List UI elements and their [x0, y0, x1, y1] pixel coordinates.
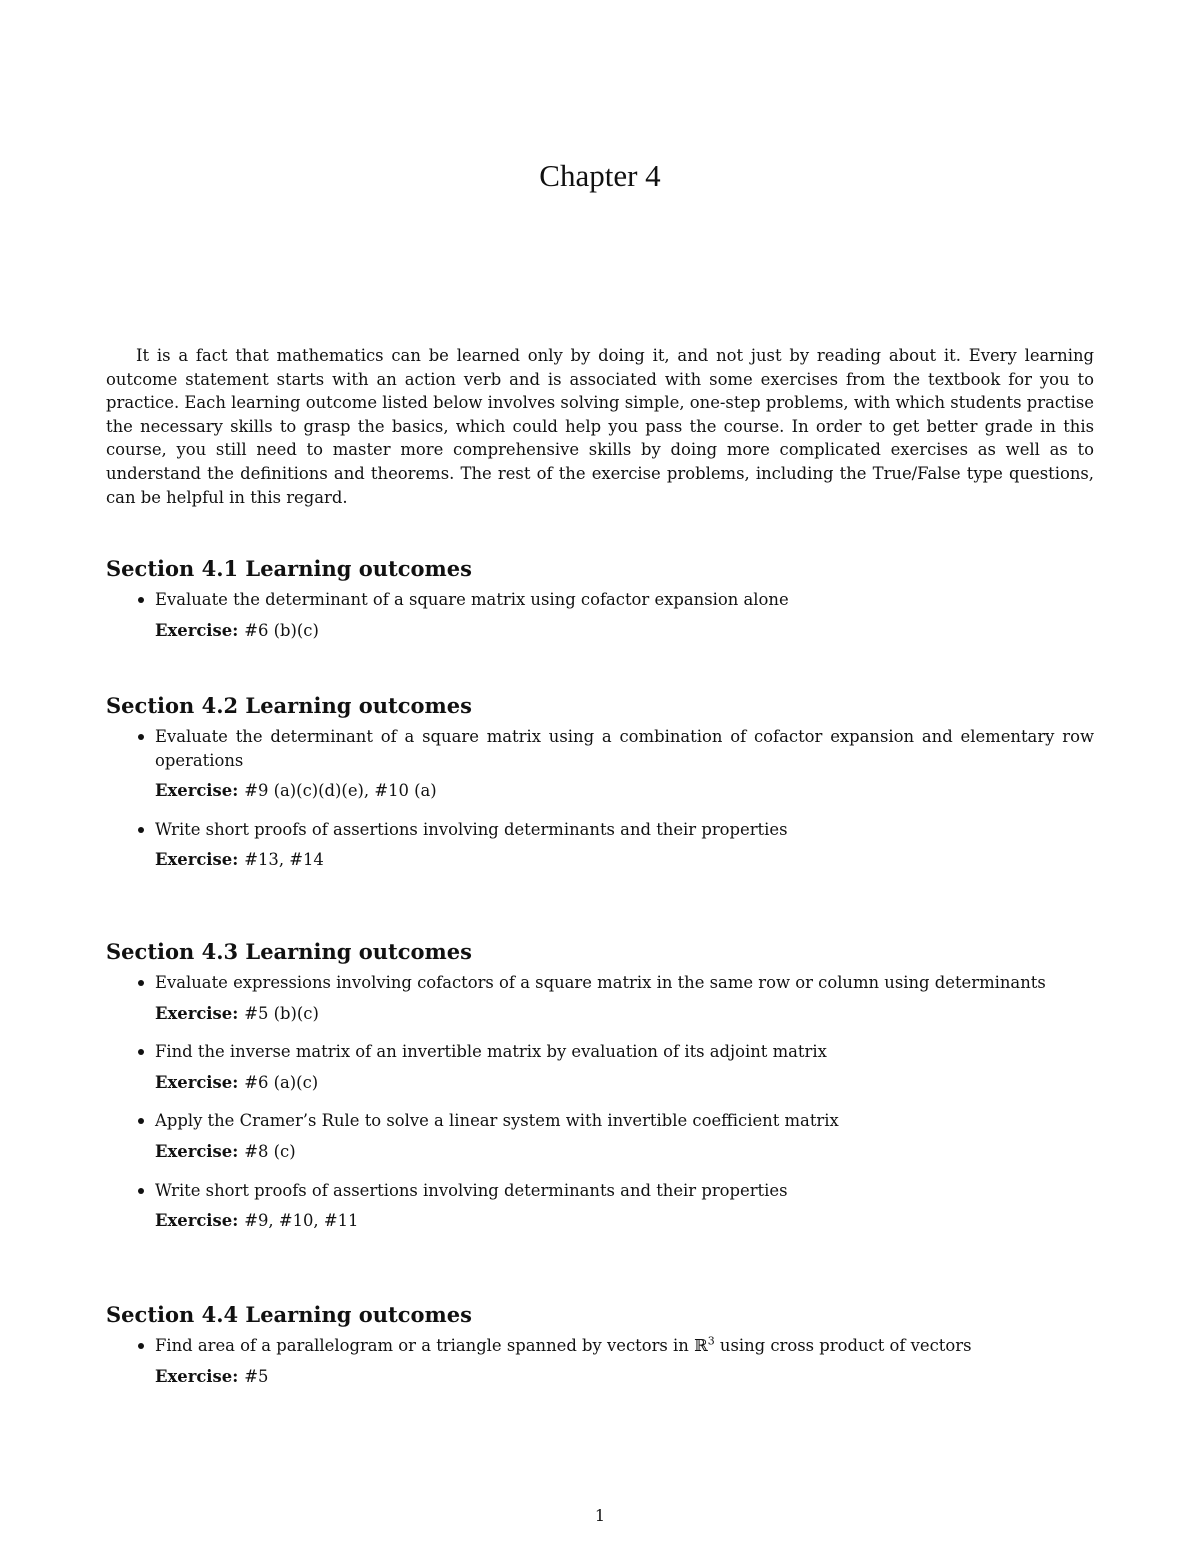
exercise-label: Exercise: — [155, 850, 239, 870]
exercise-line — [155, 1365, 1094, 1389]
list-item — [106, 1040, 1094, 1094]
list-item — [106, 971, 1094, 1025]
section-4-1 — [106, 556, 1094, 657]
bullet-icon — [138, 1118, 144, 1124]
list-item — [106, 1334, 1094, 1388]
list-item — [106, 588, 1094, 642]
bullet-icon — [138, 1343, 144, 1349]
exercise-ref: #9, #10, #11 — [244, 1211, 359, 1231]
bullet-icon — [138, 734, 144, 740]
exercise-line — [155, 1209, 1094, 1233]
section-heading: Section 4.2 Learning outcomes — [106, 693, 472, 718]
outcome-text: Write short proofs of assertions involving determinants and their properties — [155, 1180, 788, 1200]
exercise-line — [155, 1140, 1094, 1164]
list-item — [106, 725, 1094, 803]
section-4-4 — [106, 1302, 1094, 1403]
bullet-icon — [138, 827, 144, 833]
bullet-icon — [138, 980, 144, 986]
exercise-ref: #13, #14 — [244, 850, 324, 870]
exercise-ref: #5 (b)(c) — [244, 1003, 319, 1023]
outcome-text: Evaluate the determinant of a square matrix using a combination of cofactor expansion and elementary row operations — [155, 727, 1094, 770]
outcome-text-part: Find area of a parallelogram or a triangle spanned by vectors in — [155, 1336, 695, 1355]
exercise-label: Exercise: — [155, 620, 239, 640]
list-item — [106, 1109, 1094, 1163]
exercise-label: Exercise: — [155, 1141, 239, 1161]
section-heading: Section 4.3 Learning outcomes — [106, 939, 472, 964]
math-symbol-reals: ℝ — [694, 1336, 708, 1355]
outcome-list — [106, 971, 1094, 1233]
exercise-ref: #6 (a)(c) — [244, 1072, 319, 1092]
exercise-label: Exercise: — [155, 1366, 239, 1386]
exercise-line — [155, 848, 1094, 872]
section-heading: Section 4.4 Learning outcomes — [106, 1302, 472, 1327]
outcome-text: Evaluate the determinant of a square matrix using cofactor expansion alone — [155, 590, 789, 609]
exercise-line — [155, 1071, 1094, 1095]
outcome-text: Find the inverse matrix of an invertible matrix by evaluation of its adjoint matrix — [155, 1042, 827, 1062]
exercise-ref: #6 (b)(c) — [244, 620, 319, 640]
list-item — [106, 818, 1094, 872]
section-heading: Section 4.1 Learning outcomes — [106, 556, 472, 581]
exercise-ref: #5 — [244, 1366, 269, 1386]
chapter-title: Chapter 4 — [539, 158, 661, 193]
list-item — [106, 1179, 1094, 1233]
section-4-2 — [106, 693, 1094, 887]
exercise-line — [155, 1002, 1094, 1026]
outcome-text: Write short proofs of assertions involving determinants and their properties — [155, 819, 788, 839]
section-4-3 — [106, 939, 1094, 1248]
exercise-line — [155, 619, 1094, 643]
exercise-label: Exercise: — [155, 781, 239, 801]
bullet-icon — [138, 1049, 144, 1055]
outcome-list — [106, 588, 1094, 642]
exercise-line — [155, 779, 1094, 803]
outcome-text: Evaluate expressions involving cofactors of a square matrix in the same row or column using determinants — [155, 973, 1046, 992]
outcome-text-part: using cross product of vectors — [714, 1336, 972, 1355]
exercise-ref: #9 (a)(c)(d)(e), #10 (a) — [244, 781, 437, 801]
exercise-label: Exercise: — [155, 1211, 239, 1231]
intro-paragraph: It is a fact that mathematics can be learned only by doing it, and not just by reading about it. Every learning outcome statement starts with an action verb and is associated with some exercises from the textbook for you to practice. Each learning outcome listed below involves solving simple, one-step problems, with which students practise the necessary skills to grasp the basics, which could help you pass the course. In order to get better grade in this course, you still need to master more comprehensive skills by doing more complicated exercises as well as to understand the definitions and theorems. The rest of the exercise problems, including the True/False type questions, can be helpful in this regard. — [106, 346, 1094, 507]
exercise-ref: #8 (c) — [244, 1141, 296, 1161]
exercise-label: Exercise: — [155, 1003, 239, 1023]
outcome-list — [106, 725, 1094, 872]
exercise-label: Exercise: — [155, 1072, 239, 1092]
page-number: 1 — [594, 1506, 606, 1525]
outcome-text — [155, 1334, 1094, 1358]
outcome-list — [106, 1334, 1094, 1388]
outcome-text: Apply the Cramer’s Rule to solve a linear system with invertible coefficient matrix — [155, 1111, 839, 1131]
math-superscript: 3 — [707, 1334, 715, 1348]
bullet-icon — [138, 597, 144, 603]
bullet-icon — [138, 1188, 144, 1194]
